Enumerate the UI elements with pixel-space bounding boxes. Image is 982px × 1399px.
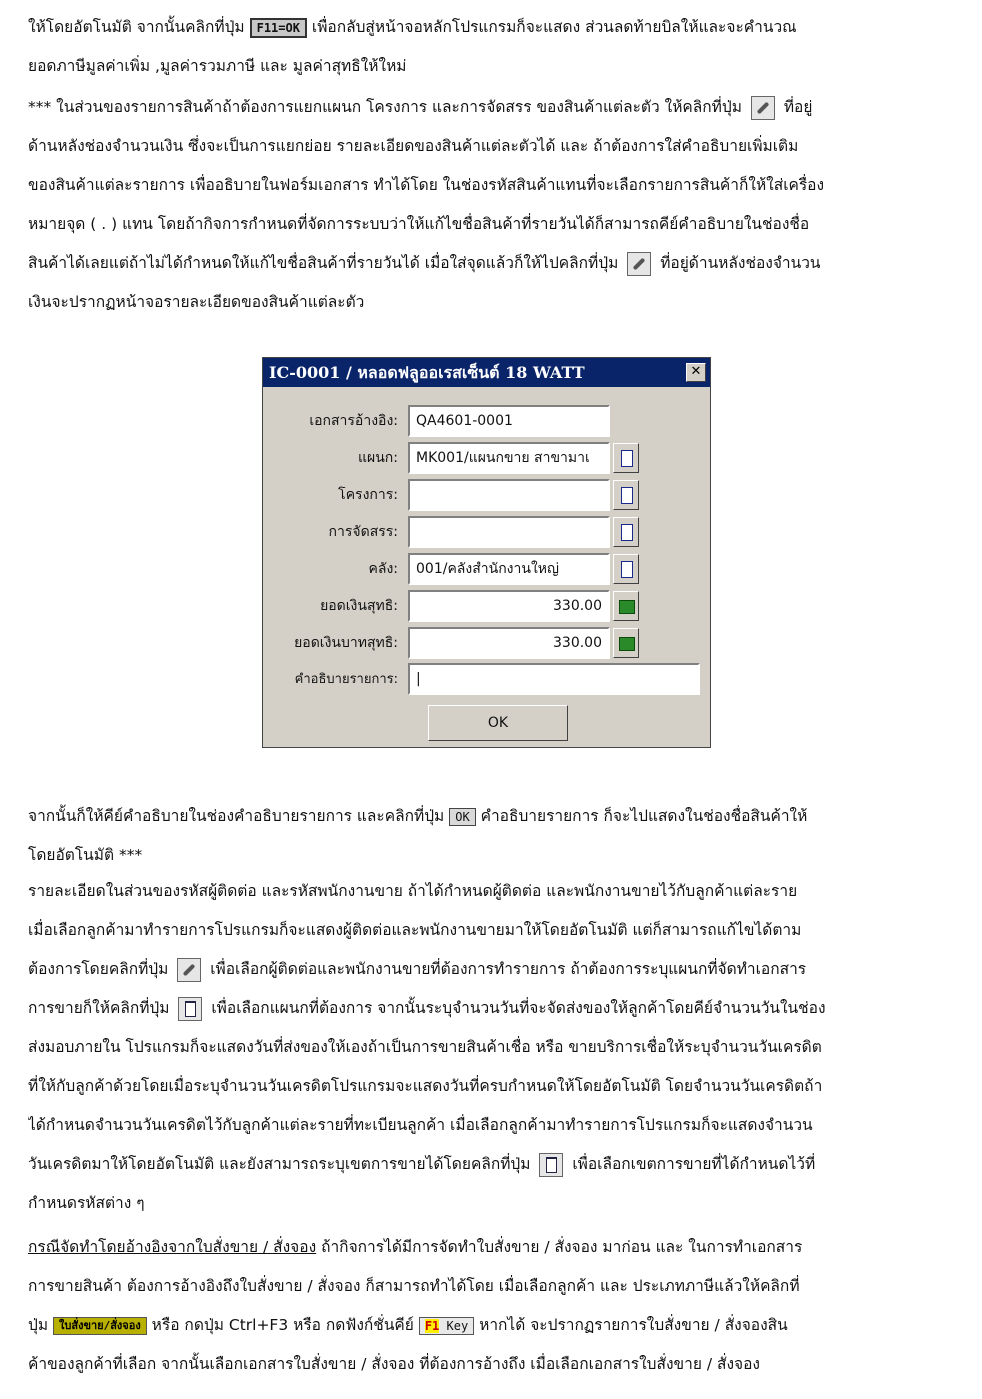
paragraph-5 <box>28 1228 948 1384</box>
allocation-field[interactable] <box>408 516 610 548</box>
text-span: หรือ กดปุ่ม Ctrl+F3 หรือ กดฟังก์ชั่นคีย์ <box>151 1316 414 1334</box>
paragraph-2 <box>28 88 948 322</box>
text-line: ยอดภาษีมูลค่าเพิ่ม ,มูลค่ารวมภาษี และ มูลค่าสุทธิให้ใหม่ <box>28 57 407 75</box>
pencil-icon <box>177 958 201 982</box>
net-amount-label: ยอดเงินสุทธิ: <box>320 598 398 614</box>
warehouse-field[interactable]: 001/คลังสำนักงานใหญ่ <box>408 553 610 585</box>
text-line <box>28 989 948 1028</box>
ref-doc-field[interactable]: QA4601-0001 <box>408 405 610 437</box>
text-span: ปุ่ม <box>28 1316 49 1334</box>
f1-label: F1 <box>424 1318 440 1333</box>
text-line: ค้าของลูกค้าที่เลือก จากนั้นเลือกเอกสารใบสั่งขาย / สั่งจอง ที่ต้องการอ้างถึง เมื่อเลือกเอกสารใบสั่งขาย / สั่งจอง <box>28 1355 760 1373</box>
text-span: เพื่อกลับสู่หน้าจอหลักโปรแกรมก็จะแสดง ส่วนลดท้ายบิลให้และจะคำนวณ <box>311 18 797 36</box>
text-line: ของสินค้าแต่ละรายการ เพื่ออธิบายในฟอร์มเอกสาร ทำได้โดย ในช่องรหัสสินค้าแทนที่จะเลือกรายการสินค้าก็ให้ใส่เครื่อง <box>28 176 825 194</box>
text-span: หากได้ จะปรากฏรายการใบสั่งขาย / สั่งจองสิน <box>479 1316 788 1334</box>
description-label: คำอธิบายรายการ: <box>294 672 398 687</box>
text-line: การขายสินค้า ต้องการอ้างอิงถึงใบสั่งขาย / สั่งจอง ก็สามารถทำได้โดย เมื่อเลือกลูกค้า และ ประเภทภาษีแล้วให้คลิกที่ <box>28 1277 800 1295</box>
text-line: ส่งมอบภายใน โปรแกรมก็จะแสดงวันที่ส่งของให้เองถ้าเป็นการขายสินค้าเชื่อ หรือ ขายบริการเชื่อให้ระบุจำนวนวันเครดิต <box>28 1038 822 1056</box>
text-line: เมื่อเลือกลูกค้ามาทำรายการโปรแกรมก็จะแสดงผู้ติดต่อและพนักงานขายมาให้โดยอัตโนมัติ แต่ก็สามารถแก้ไขได้ตาม <box>28 921 802 939</box>
text-line: กำหนดรหัสต่าง ๆ <box>28 1194 145 1212</box>
text-span: ที่อยู่ด้านหลังช่องจำนวน <box>660 254 821 272</box>
text-line: ได้กำหนดจำนวนวันเครดิตไว้กับลูกค้าแต่ละรายที่ทะเบียนลูกค้า เมื่อเลือกลูกค้ามาทำรายการโปรแกรมก็จะแสดงจำนวน <box>28 1116 813 1134</box>
paragraph-3 <box>28 797 948 875</box>
ref-doc-label: เอกสารอ้างอิง: <box>309 413 398 429</box>
net-baht-field[interactable]: 330.00 <box>408 627 610 659</box>
warehouse-label: คลัง: <box>368 561 398 577</box>
text-line: รายละเอียดในส่วนของรหัสผู้ติดต่อ และรหัสพนักงานขาย ถ้าได้กำหนดผู้ติดต่อ และพนักงานขายไว้กับลูกค้าแต่ละราย <box>28 882 798 900</box>
text-span: ให้โดยอัตโนมัติ จากนั้นคลิกที่ปุ่ม <box>28 18 245 36</box>
text-line: โดยอัตโนมัติ *** <box>28 846 143 864</box>
text-span: เพื่อเลือกผู้ติดต่อและพนักงานขายที่ต้องการทำรายการ ถ้าต้องการระบุแผนกที่จัดทำเอกสาร <box>210 960 807 978</box>
net-baht-label: ยอดเงินบาทสุทธิ: <box>294 635 398 651</box>
ok-button[interactable]: OK <box>428 705 568 741</box>
text-span: ถ้ากิจการได้มีการจัดทำใบสั่งขาย / สั่งจอง มาก่อน และ ในการทำเอกสาร <box>321 1238 803 1256</box>
description-field[interactable]: | <box>408 663 700 695</box>
text-line <box>28 244 948 283</box>
text-span: จากนั้นก็ให้คีย์คำอธิบายในช่องคำอธิบายรายการ และคลิกที่ปุ่ม <box>28 807 445 825</box>
f11-ok-button-image: F11=OK <box>250 18 307 38</box>
project-label: โครงการ: <box>338 487 398 503</box>
sales-order-button-image: ใบสั่งขาย/สั่งจอง <box>53 1317 147 1335</box>
document-icon <box>539 1153 563 1177</box>
text-line: ที่ให้กับลูกค้าด้วยโดยเมื่อระบุจำนวนวันเครดิตโปรแกรมจะแสดงวันที่ครบกำหนดให้โดยอัตโนมัติ โดยจำนวนวันเครดิตถ้า <box>28 1077 823 1095</box>
calculator-icon[interactable] <box>613 628 639 658</box>
text-span: สินค้าได้เลยแต่ถ้าไม่ได้กำหนดให้แก้ไขชื่อสินค้าที่รายวันได้ เมื่อใส่จุดแล้วก็ให้ไปคลิกที่ปุ่ม <box>28 254 619 272</box>
paragraph-4 <box>28 872 948 1223</box>
text-line <box>28 1228 948 1267</box>
close-icon[interactable]: ✕ <box>686 363 706 382</box>
text-span: คำอธิบายรายการ ก็จะไปแสดงในช่องชื่อสินค้าให้ <box>480 807 808 825</box>
ok-button-image: OK <box>449 808 475 826</box>
paragraph-1 <box>28 8 948 86</box>
text-span: การขายก็ให้คลิกที่ปุ่ม <box>28 999 170 1017</box>
text-line <box>28 1145 948 1184</box>
pencil-icon <box>627 252 651 276</box>
text-line: หมายจุด ( . ) แทน โดยถ้ากิจการกำหนดที่จัดการระบบว่าให้แก้ไขชื่อสินค้าที่รายวันได้ก็สามารถคีย์คำอธิบายในช่องชื่อ <box>28 215 810 233</box>
dept-lookup-button[interactable] <box>613 443 639 473</box>
dialog-title <box>263 358 710 387</box>
dept-field[interactable]: MK001/แผนกขาย สาขามาเ <box>408 442 610 474</box>
key-label: Key <box>439 1318 469 1333</box>
text-span: เพื่อเลือกเขตการขายที่ได้กำหนดไว้ที่ <box>572 1155 816 1173</box>
text-span: *** ในส่วนของรายการสินค้าถ้าต้องการแยกแผนก โครงการ และการจัดสรร ของสินค้าแต่ละตัว ให้คลิกที่ปุ่ม <box>28 98 742 116</box>
calculator-icon[interactable] <box>613 591 639 621</box>
dialog-title-text: IC-0001 / หลอดฟลูออเรสเซ็นต์ 18 WATT <box>269 363 585 382</box>
project-lookup-button[interactable] <box>613 480 639 510</box>
text-line: ด้านหลังช่องจำนวนเงิน ซึ่งจะเป็นการแยกย่อย รายละเอียดของสินค้าแต่ละตัวได้ และ ถ้าต้องการใส่คำอธิบายเพิ่มเติม <box>28 137 799 155</box>
text-span: ที่อยู่ <box>783 98 813 116</box>
text-span: ต้องการโดยคลิกที่ปุ่ม <box>28 960 169 978</box>
f1-key-button-image <box>419 1317 474 1335</box>
text-span: เพื่อเลือกแผนกที่ต้องการ จากนั้นระบุจำนวนวันที่จะจัดส่งของให้ลูกค้าโดยคีย์จำนวนวันในช่อง <box>211 999 826 1017</box>
allocation-lookup-button[interactable] <box>613 517 639 547</box>
text-line <box>28 1306 948 1345</box>
text-line <box>28 88 948 127</box>
project-field[interactable] <box>408 479 610 511</box>
document-icon <box>178 997 202 1021</box>
text-line <box>28 797 948 836</box>
allocation-label: การจัดสรร: <box>328 524 398 540</box>
pencil-icon <box>751 96 775 120</box>
text-line <box>28 950 948 989</box>
warehouse-lookup-button[interactable] <box>613 554 639 584</box>
net-amount-field[interactable]: 330.00 <box>408 590 610 622</box>
text-span: วันเครดิตมาให้โดยอัตโนมัติ และยังสามารถระบุเขตการขายได้โดยคลิกที่ปุ่ม <box>28 1155 531 1173</box>
text-line: เงินจะปรากฏหน้าจอรายละเอียดของสินค้าแต่ละตัว <box>28 293 365 311</box>
text-line <box>28 8 948 47</box>
section-heading: กรณีจัดทำโดยอ้างอิงจากใบสั่งขาย / สั่งจอง <box>28 1238 317 1256</box>
dept-label: แผนก: <box>358 450 398 466</box>
